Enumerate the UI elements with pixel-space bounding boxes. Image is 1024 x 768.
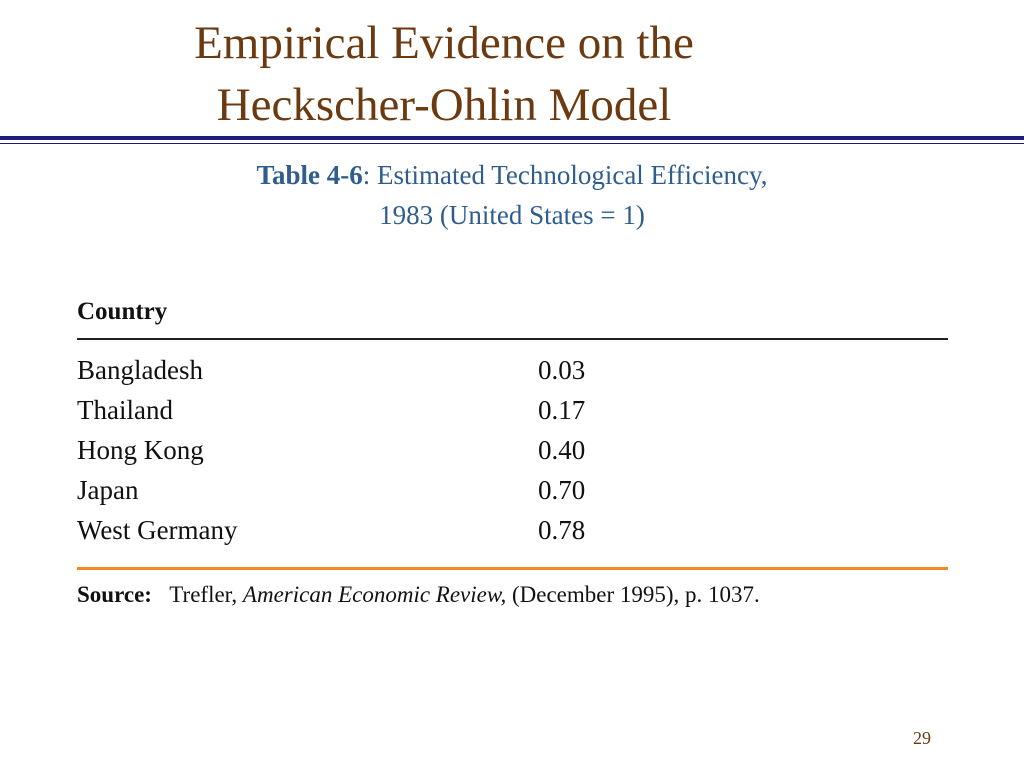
table-caption-line2: 1983 (United States = 1)	[379, 200, 645, 230]
table-caption	[0, 155, 1024, 235]
table-cell-country: Bangladesh	[77, 355, 203, 385]
table-cell-value: 0.17	[538, 395, 586, 425]
source-author: Trefler,	[169, 582, 238, 607]
source-note	[77, 582, 760, 608]
slide-title-line1: Empirical Evidence on the	[194, 17, 694, 69]
table-row	[77, 395, 948, 435]
table-header-country: Country	[77, 298, 168, 325]
table-header-rule	[77, 338, 948, 340]
title-divider-thick	[0, 136, 1024, 140]
title-divider-thin	[0, 143, 1024, 144]
table-cell-country: Thailand	[77, 395, 173, 425]
table-row	[77, 515, 948, 555]
table-cell-value: 0.70	[538, 475, 586, 505]
table-cell-value: 0.40	[538, 435, 586, 465]
table-row	[77, 475, 948, 515]
source-details: (December 1995), p. 1037.	[512, 582, 760, 607]
table-cell-country: Japan	[77, 475, 139, 505]
table-row	[77, 435, 948, 475]
slide-title-line2: Heckscher-Ohlin Model	[216, 79, 672, 131]
table-caption-line1	[0, 155, 1024, 195]
table-cell-value: 0.03	[538, 355, 586, 385]
table-caption-label: Table 4-6	[256, 160, 363, 190]
table-caption-text: : Estimated Technological Efficiency,	[362, 160, 768, 190]
slide-title	[0, 12, 888, 136]
table-footer-rule	[77, 567, 948, 570]
table-cell-country: West Germany	[77, 515, 238, 545]
source-journal: American Economic Review,	[242, 582, 507, 607]
page-number: 29	[913, 728, 931, 748]
table-row	[77, 355, 948, 395]
table-cell-country: Hong Kong	[77, 435, 204, 465]
table-cell-value: 0.78	[538, 515, 586, 545]
source-label: Source:	[77, 582, 152, 607]
